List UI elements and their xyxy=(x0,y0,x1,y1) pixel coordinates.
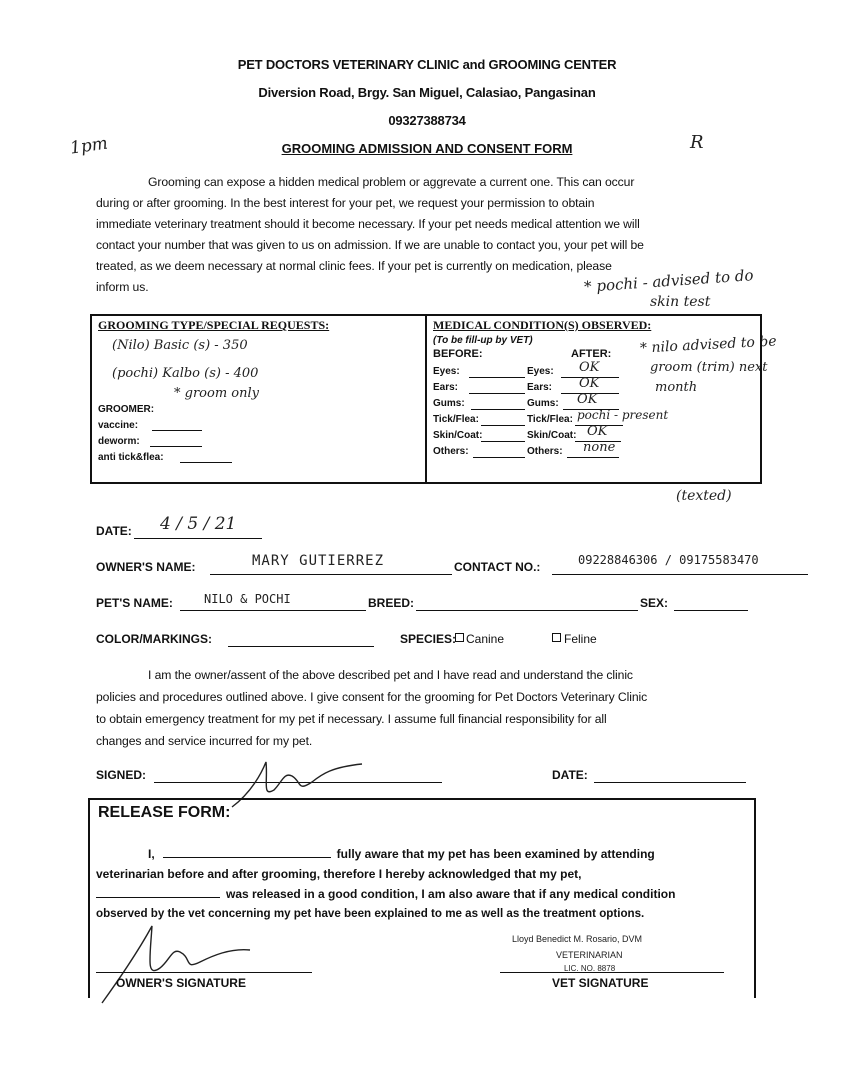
before-gums: Gums: xyxy=(433,398,465,409)
medical-heading: MEDICAL CONDITION(S) OBSERVED: xyxy=(433,318,652,332)
note-texted: (texted) xyxy=(676,488,732,504)
before-label: BEFORE: xyxy=(433,348,483,360)
release-i: I, xyxy=(148,847,155,861)
date-label: DATE: xyxy=(96,524,132,538)
consent-paragraph xyxy=(96,664,756,752)
intro-line: immediate veterinary treatment should it become necessary. If your pet needs medical attention we will xyxy=(96,217,640,231)
vet-stamp-license: LIC. NO. 8878 xyxy=(564,964,616,973)
release-owner-signature-mark xyxy=(100,918,260,1008)
note-pochi-2: skin test xyxy=(650,294,711,310)
owner-signature-label: OWNER'S SIGNATURE xyxy=(116,976,246,990)
grooming-entry-pochi: (pochi) Kalbo (s) - 400 xyxy=(112,366,259,381)
owner-name-value: MARY GUTIERREZ xyxy=(252,553,385,569)
release-text-a: fully aware that my pet has been examined by attending xyxy=(336,847,655,861)
vet-signature-label: VET SIGNATURE xyxy=(552,976,649,990)
intro-line: during or after grooming. In the best interest for your pet, we request your permission to obtain xyxy=(96,196,595,210)
before-ears: Ears: xyxy=(433,382,459,393)
canine-checkbox[interactable] xyxy=(455,633,464,642)
grooming-entry-note: * groom only xyxy=(174,386,259,401)
after-eyes-value: OK xyxy=(579,360,600,375)
pet-name-value: NILO & POCHI xyxy=(204,592,291,606)
vet-stamp-title: VETERINARIAN xyxy=(556,950,623,960)
feline-label: Feline xyxy=(564,632,597,646)
release-text-d: observed by the vet concerning my pet have been explained to me as well as the treatment options. xyxy=(96,907,645,920)
clinic-address: Diversion Road, Brgy. San Miguel, Calasiao, Pangasinan xyxy=(258,85,596,100)
after-others: Others: xyxy=(527,446,563,457)
note-nilo-1: * nilo advised to be xyxy=(639,333,777,357)
after-tickflea-value: pochi - present xyxy=(577,408,669,422)
groomer-label: GROOMER: xyxy=(98,404,155,415)
after-ears-value: OK xyxy=(579,376,600,391)
release-pet-blank[interactable] xyxy=(96,897,220,898)
after-tickflea: Tick/Flea: xyxy=(527,414,573,425)
pet-name-label: PET'S NAME: xyxy=(96,596,173,610)
note-nilo-3: month xyxy=(655,380,698,395)
consent-line: policies and procedures outlined above. I give consent for the grooming for Pet Doctors Veterinary Clinic xyxy=(96,690,648,704)
note-nilo-2: groom (trim) next xyxy=(650,360,768,375)
after-others-value: none xyxy=(583,440,616,455)
species-label: SPECIES: xyxy=(400,632,457,646)
medical-note: (To be fill-up by VET) xyxy=(433,335,533,346)
signed-label: SIGNED: xyxy=(96,768,147,782)
margin-note-time: 1pm xyxy=(68,133,110,159)
medical-box xyxy=(425,314,762,484)
feline-checkbox[interactable] xyxy=(552,633,561,642)
before-others: Others: xyxy=(433,446,469,457)
date-value: 4 / 5 / 21 xyxy=(160,514,237,534)
clinic-name: PET DOCTORS VETERINARY CLINIC and GROOMING CENTER xyxy=(237,57,617,72)
intro-line: inform us. xyxy=(96,280,149,294)
antitick-label: anti tick&flea: xyxy=(98,452,164,463)
release-text-b: veterinarian before and after grooming, therefore I hereby acknowledged that my pet, xyxy=(96,867,582,881)
release-heading: RELEASE FORM: xyxy=(98,804,231,821)
color-markings-label: COLOR/MARKINGS: xyxy=(96,632,212,646)
consent-line: to obtain emergency treatment for my pet if necessary. I assume full financial responsibility for all xyxy=(96,712,607,726)
after-gums: Gums: xyxy=(527,398,559,409)
breed-label: BREED: xyxy=(368,596,415,610)
before-skincoat: Skin/Coat: xyxy=(433,430,483,441)
grooming-box xyxy=(90,314,427,484)
after-eyes: Eyes: xyxy=(527,366,554,377)
contact-value: 09228846306 / 09175583470 xyxy=(578,553,759,567)
after-label: AFTER: xyxy=(571,348,612,360)
vet-stamp-name: Lloyd Benedict M. Rosario, DVM xyxy=(512,934,643,944)
grooming-heading: GROOMING TYPE/SPECIAL REQUESTS: xyxy=(98,318,330,332)
intro-line: contact your number that was given to us on admission. If we are unable to contact you, your pet will be xyxy=(96,238,644,252)
grooming-entry-nilo: (Nilo) Basic (s) - 350 xyxy=(112,338,248,353)
contact-label: CONTACT NO.: xyxy=(454,560,541,574)
note-pochi-1: * pochi - advised to do xyxy=(583,266,755,296)
consent-line: changes and service incurred for my pet. xyxy=(96,734,313,748)
consent-line: I am the owner/assent of the above described pet and I have read and understand the clinic xyxy=(148,668,633,682)
canine-label: Canine xyxy=(466,632,505,646)
after-skincoat-value: OK xyxy=(587,424,608,439)
owner-name-label: OWNER'S NAME: xyxy=(96,560,196,574)
after-ears: Ears: xyxy=(527,382,553,393)
after-gums-value: OK xyxy=(577,392,598,407)
sex-label: SEX: xyxy=(640,596,669,610)
release-text xyxy=(96,844,756,924)
deworm-label: deworm: xyxy=(98,436,140,447)
after-skincoat: Skin/Coat: xyxy=(527,430,577,441)
before-tickflea: Tick/Flea: xyxy=(433,414,479,425)
consent-date-label: DATE: xyxy=(552,768,588,782)
vaccine-label: vaccine: xyxy=(98,420,139,431)
intro-line: Grooming can expose a hidden medical problem or aggrevate a current one. This can occur xyxy=(148,175,635,189)
release-text-c: was released in a good condition, I am also aware that if any medical condition xyxy=(226,887,676,901)
margin-note-r: R xyxy=(690,132,704,153)
before-eyes: Eyes: xyxy=(433,366,460,377)
intro-line: treated, as we deem necessary at normal clinic fees. If your pet is currently on medication, please xyxy=(96,259,612,273)
form-title: GROOMING ADMISSION AND CONSENT FORM xyxy=(281,141,573,156)
release-name-blank[interactable] xyxy=(163,857,331,858)
clinic-phone: 09327388734 xyxy=(388,113,466,128)
